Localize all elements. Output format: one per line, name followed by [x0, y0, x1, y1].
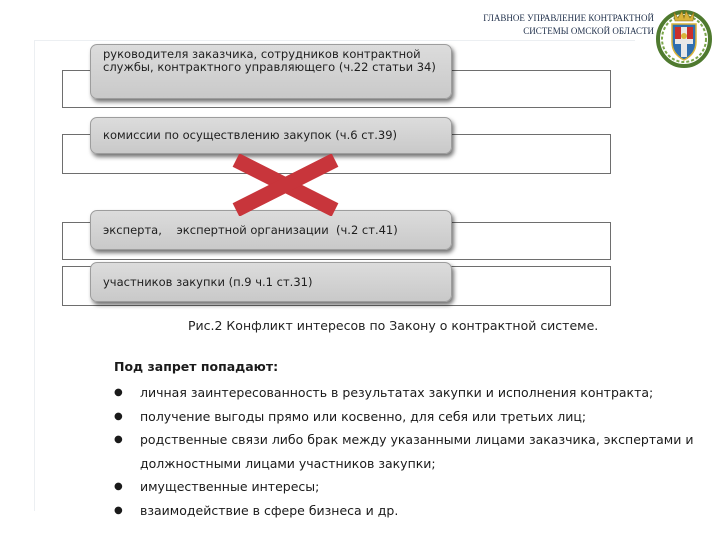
bullet-icon: ●	[114, 387, 123, 398]
diagram-box-4: участников закупки (п.9 ч.1 ст.31)	[90, 262, 452, 302]
list-item: ● имущественные интересы;	[112, 475, 702, 499]
bullet-icon: ●	[114, 434, 123, 445]
diagram-box-2: комиссии по осуществлению закупок (ч.6 ст.39)	[90, 117, 452, 154]
bullet-icon: ●	[114, 410, 123, 422]
header-title	[394, 12, 654, 38]
prohibitions-heading: Под запрет попадают:	[114, 359, 279, 374]
figure-caption: Рис.2 Конфликт интересов по Закону о контрактной системе.	[188, 318, 599, 333]
diagram-box-1: руководителя заказчика, сотрудников контрактной службы, контрактного управляющего (ч.22 статьи 34)	[90, 44, 452, 99]
list-item: ● получение выгоды прямо или косвенно, для себя или третьих лиц;	[112, 405, 702, 429]
list-item: ● личная заинтересованность в результатах закупки и исполнения контракта;	[112, 381, 702, 405]
prohibition-cross-icon	[228, 154, 343, 216]
header-line-1: ГЛАВНОЕ УПРАВЛЕНИЕ КОНТРАКТНОЙ	[483, 13, 654, 23]
list-item: ● родственные связи либо брак между указанными лицами заказчика, экспертами и должностными лицами участников закупки;	[112, 428, 702, 475]
coat-of-arms-icon	[656, 6, 712, 68]
diagram-box-3: эксперта, экспертной организации (ч.2 ст.41)	[90, 210, 452, 250]
bullet-icon: ●	[114, 504, 123, 516]
header-line-2: СИСТЕМЫ ОМСКОЙ ОБЛАСТИ	[523, 26, 654, 36]
list-item: ● взаимодействие в сфере бизнеса и др.	[112, 499, 702, 523]
prohibitions-list	[112, 381, 702, 522]
bullet-icon: ●	[114, 481, 123, 492]
